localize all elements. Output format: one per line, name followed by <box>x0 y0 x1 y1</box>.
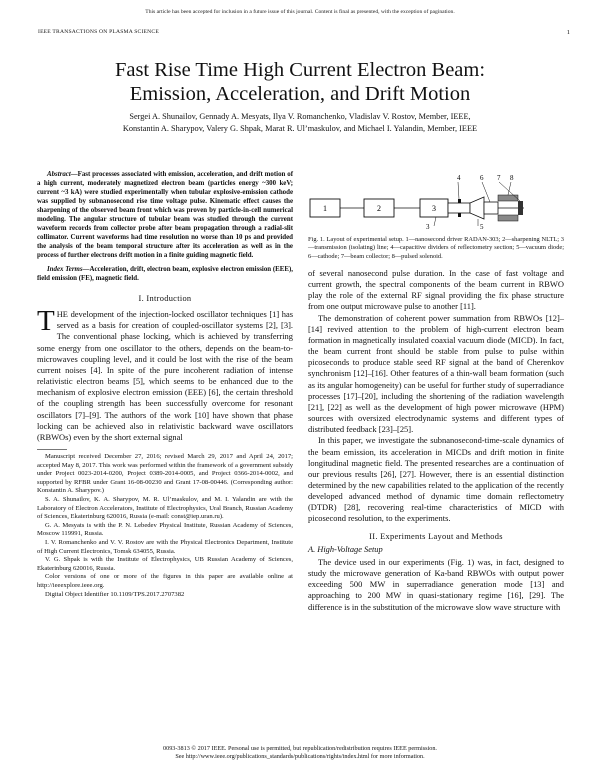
footer-line-1: 0093-3813 © 2017 IEEE. Personal use is permitted, but republication/redistribution requires IEEE permission. <box>163 745 437 752</box>
callout-8: 8 <box>510 174 514 182</box>
left-column <box>37 170 293 599</box>
footnote-doi: Digital Object Identifier 10.1109/TPS.2017.2707382 <box>45 590 185 598</box>
right-paragraph-1: of several nanosecond pulse duration. In the case of fast voltage and current growth, the spectral components of the beam current in RBWO play the role of the external RF signal providing the fix phase structure from one output microwave pulse to another [11]. <box>308 268 564 312</box>
beam-collector <box>518 201 523 215</box>
abstract-text: Fast processes associated with emission, acceleration, and drift motion of a high current, moderately magnetized electron beam (particles energy ~300 keV; current ~3 kA) were studied experimentally when tubular explosive-emission cathode was supplied by subnanosecond rise time voltage pulse. Kinematic effect causes the sharpening of the observed beam front which was proven by particle-in-cell numerical modeling. The angular structure of tubular beam was studied through the current waveform records from collector probe after beam propagation through a radial-slit collimator. Current waveforms had time resolution no worse than 10 ps and provided the analysis of the beam temporal structure after its acceleration as well as in the process of further electrons drift motion in a finite guiding magnetic field. <box>37 171 293 259</box>
figure-caption: Fig. 1. Layout of experimental setup. 1—nanosecond driver RADAN-303; 2—sharpening NLTL; 3—transmission (isolating) line; 4—capacitive dividers of reflectometry section; 5—vacuum diode; 6—cathode; 7—beam collector; 8—pulsed solenoid. <box>308 236 564 260</box>
copyright-footer <box>0 745 600 761</box>
footnote-affiliation-1: S. A. Shunailov, K. A. Sharypov, M. R. Ul’maskulov, and M. I. Yalandin are with the Laboratory of Electron Accelerators, Institute of Electrophysics, Ural Branch, Russian Academy of Sciences, Ekaterinburg 620016, Russia (e-mail: const@iep.uran.ru). <box>37 496 293 521</box>
block-label-1: 1 <box>323 204 327 213</box>
footnote-affiliation-2: G. A. Mesyats is with the P. N. Lebedev Physical Institute, Russian Academy of Sciences, Moscow 119991, Russia. <box>37 521 293 538</box>
cathode <box>484 202 498 214</box>
divider-top <box>458 199 461 203</box>
solenoid-top <box>498 195 518 201</box>
intro-lead-word: HE <box>56 309 68 320</box>
footer-line-2: See http://www.ieee.org/publications_standards/publications/rights/index.html for more information. <box>175 753 425 760</box>
section-heading-experiments: II. Experiments Layout and Methods <box>369 531 503 541</box>
section-heading-introduction: I. Introduction <box>138 294 192 303</box>
block-label-2: 2 <box>377 204 381 213</box>
authors-line-2: Konstantin A. Sharypov, Valery G. Shpak, Marat R. Ul’maskulov, and Michael I. Yalandin, Member, IEEE <box>122 124 478 133</box>
acceptance-banner: This article has been accepted for inclusion in a future issue of this journal. Content is final as presented, with the exception of pagination. <box>145 9 455 15</box>
footnote-affiliation-3: I. V. Romanchenko and V. V. Rostov are with the Physical Electronics Department, Institute of High Current Electronics, Tomsk 634055, Russia. <box>37 538 293 555</box>
leader-8 <box>508 182 511 195</box>
reflectometry-section <box>448 203 470 213</box>
abstract-label: Abstract— <box>47 171 78 178</box>
divider-bottom <box>458 213 461 217</box>
leader-3 <box>434 217 436 226</box>
callout-4: 4 <box>457 174 461 182</box>
solenoid-bottom <box>498 215 518 221</box>
intro-paragraph <box>37 305 293 443</box>
right-paragraph-2: The demonstration of coherent power summation from RBWOs [12]–[14] revived attention to the problem of high-current electron beam formation in magnetically insulated coaxial vacuum diode (MICD). In fact, the beam current front should be stable from pulse to pulse within picoseconds to produce stable seed RF signal at the band of Cherenkov synchronism [12]–[16]. Other features of a thin-wall beam formation (such as its angular homogeneity) can be useful for further study of superradiance processes [17]–[20], including the shortening of the radiation wavelength [21], [22] as well as the development of high power microwave (HPM) sources with oversized electrodynamic systems and different types of distributed feedback [23]–[25]. <box>308 312 564 435</box>
title-line-1: Fast Rise Time High Current Electron Beam: <box>114 59 486 81</box>
block-label-3: 3 <box>432 204 436 213</box>
footnote-color: Color versions of one or more of the figures in this paper are available online at http://ieeexplore.ieee.org. <box>37 573 293 589</box>
running-head: IEEE TRANSACTIONS ON PLASMA SCIENCE <box>38 29 159 35</box>
callout-5: 5 <box>480 223 484 230</box>
figure-1 <box>308 168 564 230</box>
page-number: 1 <box>566 29 570 36</box>
title-line-2: Emission, Acceleration, and Drift Motion <box>129 83 471 105</box>
subsection-heading-high-voltage: A. High-Voltage Setup <box>308 544 383 554</box>
footnote-manuscript: Manuscript received December 27, 2016; revised March 29, 2017 and April 24, 2017; accepted May 8, 2017. This work was performed within the framework of a government subsidy under Project 0023-2014-0200, Project 0389-2014-0005, and Project 0366-2014-0002, and supported by RFBR under Grant 16-08-00230 and Grant 17-08-00446. (Corresponding author: Konstantin A. Sharypov.) <box>37 453 293 495</box>
abstract <box>37 170 293 260</box>
paper-title <box>40 58 560 106</box>
footnotes <box>37 453 293 599</box>
callout-7: 7 <box>497 174 501 182</box>
author-list <box>40 111 560 135</box>
right-paragraph-3: In this paper, we investigate the subnanosecond-time-scale dynamics of the beam emission, its acceleration in MICDs and drift motion in finite longitudinal magnetic field. The presented researches are a continuation of our previous results [26], [27]. However, there is an essential distinction determined by the new capabilities related to the application of the recently developed advanced method of dynamic time domain reflectometry (DTDR) [28], recovering real-time characteristics of MICD with picosecond resolution, to the experiments. <box>308 435 564 524</box>
index-terms-label: Index Terms— <box>47 266 90 273</box>
footnote-divider <box>37 449 67 450</box>
setup-diagram <box>308 168 564 230</box>
callout-6: 6 <box>480 174 484 182</box>
right-column <box>308 268 564 613</box>
index-terms <box>37 265 293 283</box>
callout-3: 3 <box>426 223 430 230</box>
footnote-affiliation-4: V. G. Shpak is with the Institute of Electrophysics, UB Russian Academy of Sciences, Ekaterinburg 620016, Russia. <box>37 556 293 572</box>
vacuum-diode <box>470 197 484 219</box>
leader-4 <box>458 182 459 199</box>
drop-cap: T <box>37 305 55 338</box>
right-paragraph-4: The device used in our experiments (Fig. 1) was, in fact, designed to study the microwave generation of Ka-band RBWOs with output power exceeding 500 MW in superradiance generation mode [13] and approaching to 200 MW in quasi-stationary regime [16], [29]. The difference is in the substitution of the microwave slow wave structure with <box>308 556 564 612</box>
intro-text: development of the injection-locked oscillator techniques [1] has served as a basis for creation of coupled-oscillator systems [2], [3]. The conventional phase locking, which is achieved by transferring some energy from one oscillator to the others, depends on the beam-to-microwaves coupling level, and it could be lost with the rise of the beam current noises [4]. In spite of the pure incoherent radiation of intense relativistic electron beams [5], which seems to be enhanced due to the mechanism of explosive electron emission (EEE) [6], the certain threshold of the coupling strength has been successfully overcome for resonant oscillators [7]–[9]. The authors of the work [10] have shown that phase locking can be achieved also in relativistic backward wave oscillators (RBWOs) even by the short external signal <box>37 309 293 442</box>
index-terms-text: Acceleration, drift, electron beam, explosive electron emission (EEE), field emission (FE), magnetic field. <box>37 266 293 282</box>
authors-line-1: Sergei A. Shunailov, Gennady A. Mesyats, Ilya V. Romanchenko, Vladislav V. Rostov, Member, IEEE, <box>129 112 471 121</box>
